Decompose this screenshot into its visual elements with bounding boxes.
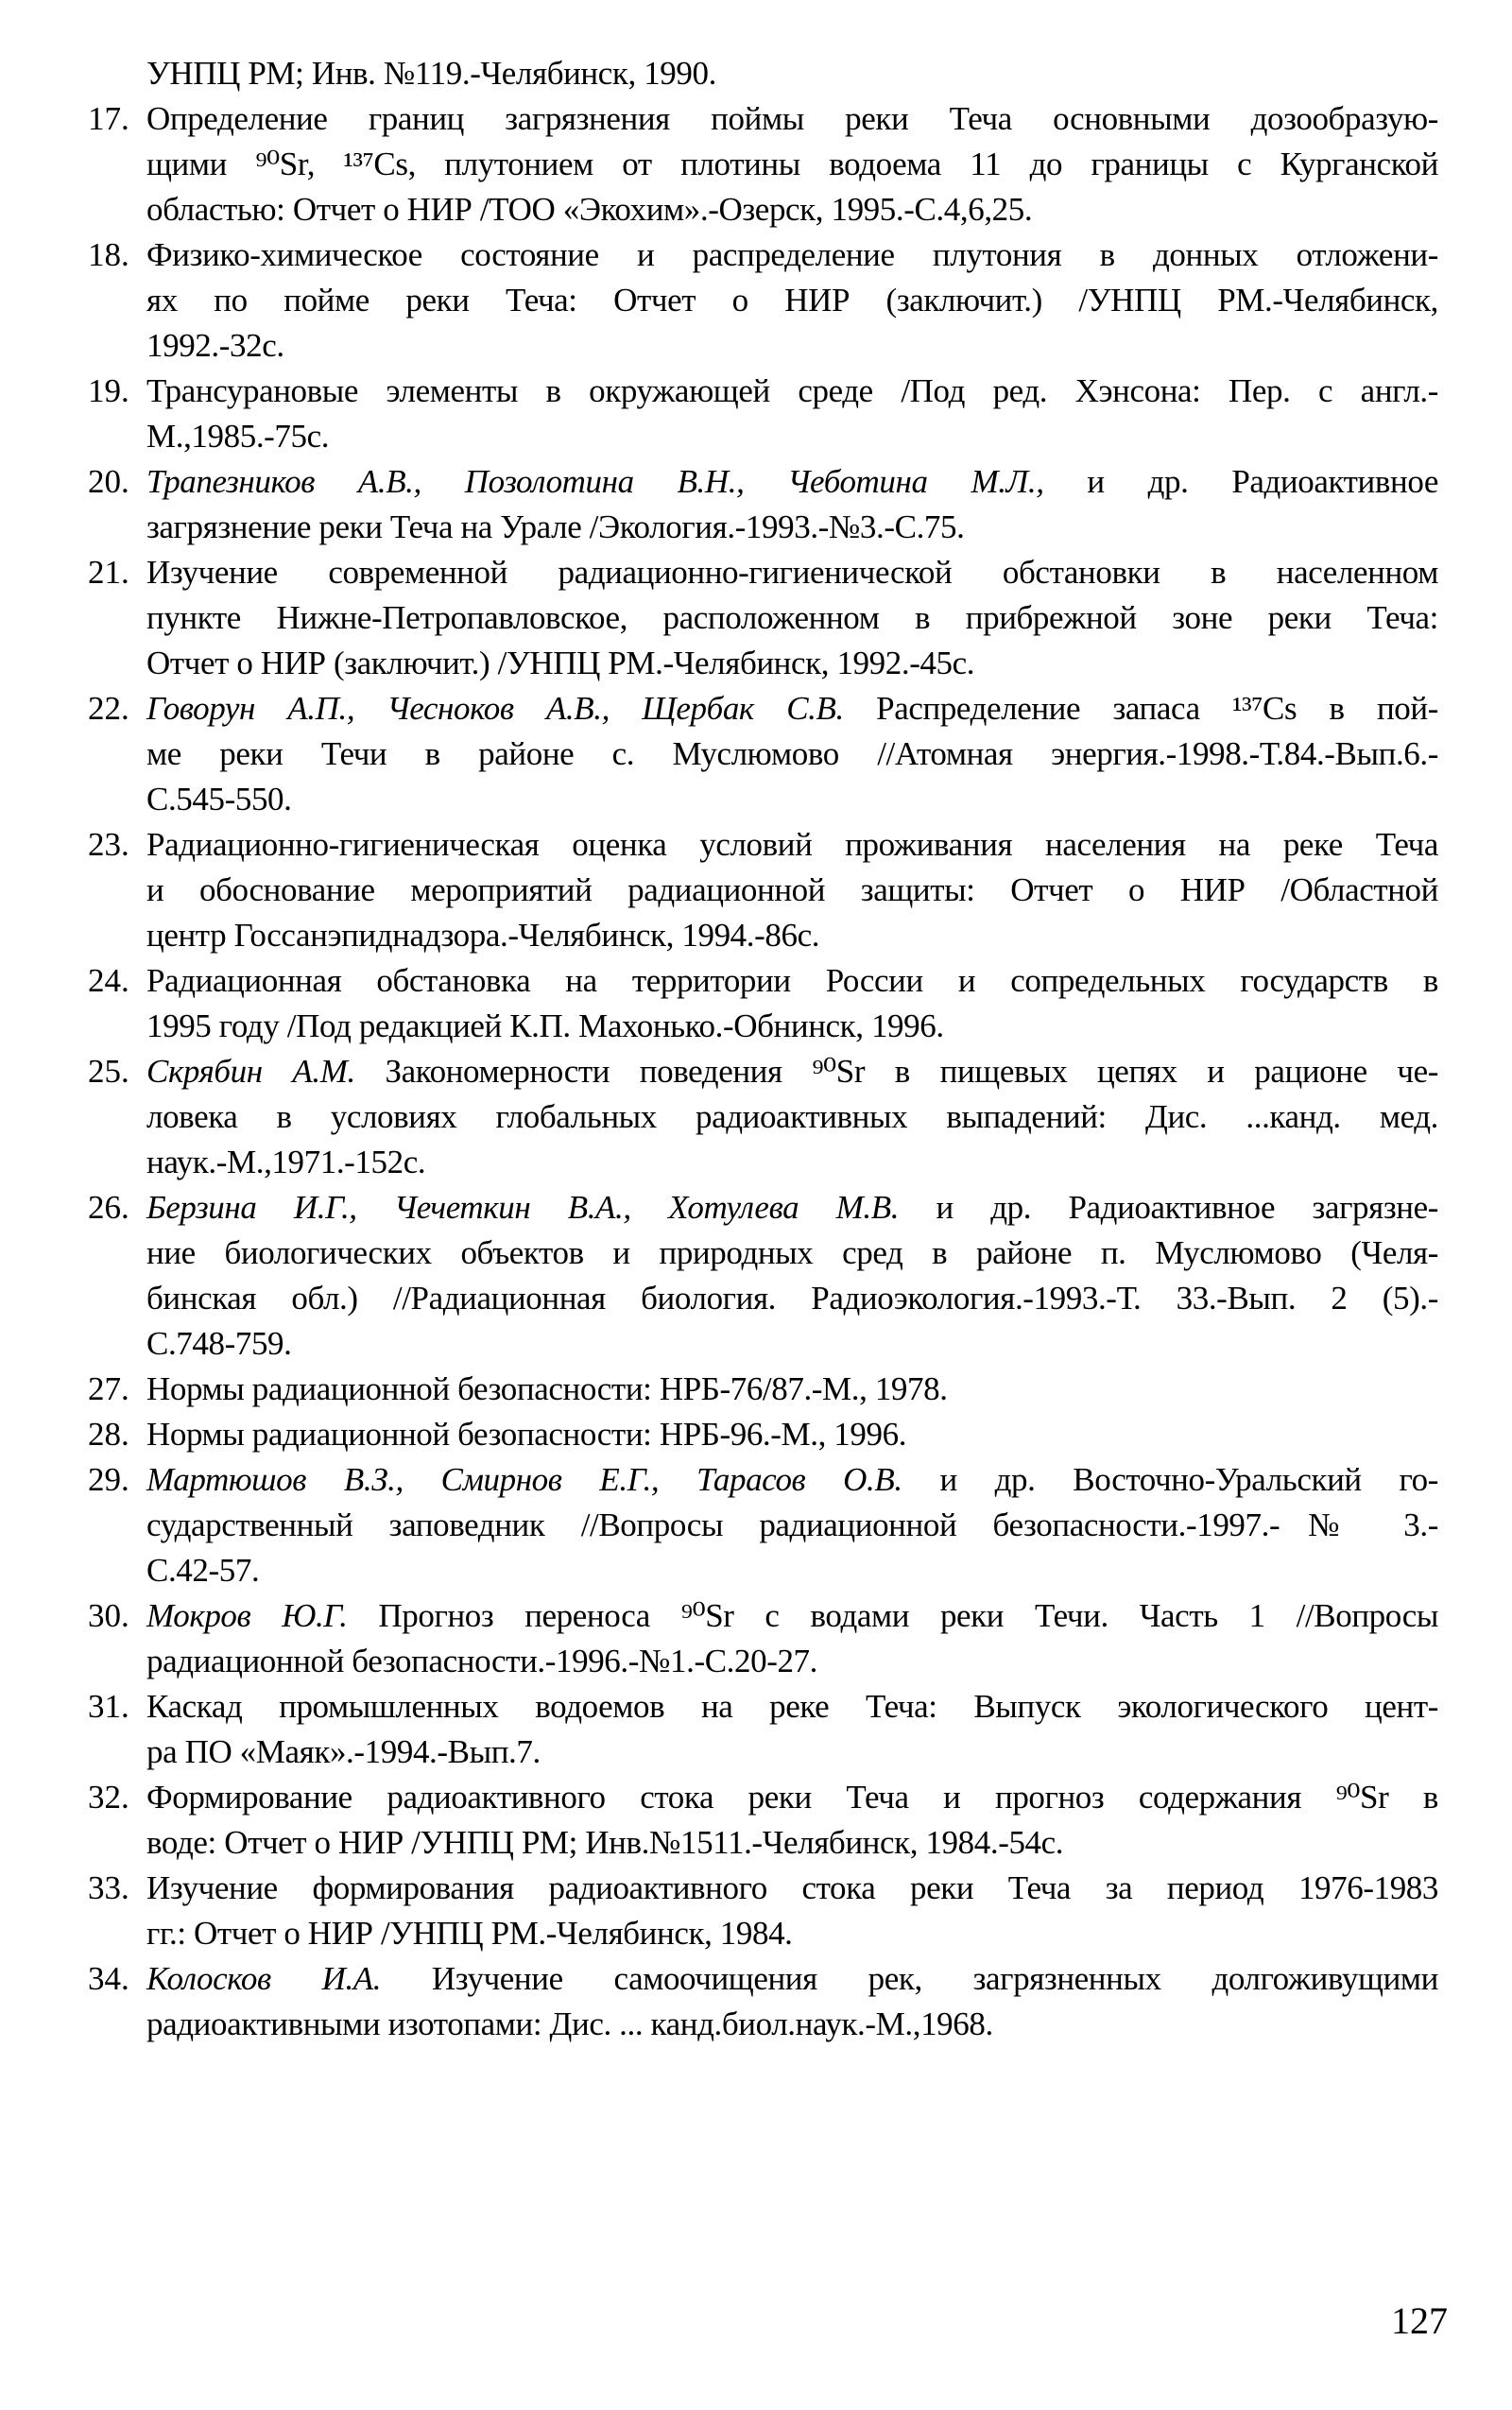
reference-line <box>146 1730 1438 1775</box>
reference-text: ние биологических объектов и природных сред в районе п. Муслюмово (Челя- <box>146 1234 1438 1271</box>
reference-text: ловека в условиях глобальных радиоактивных выпадений: Дис. ...канд. мед. <box>146 1098 1438 1135</box>
reference-authors: Трапезников А.В., Позолотина В.Н., Чеботина М.Л., <box>146 463 1044 500</box>
reference-item <box>88 822 1438 958</box>
reference-item <box>88 96 1438 232</box>
reference-number: 22. <box>88 690 129 727</box>
reference-text: сударственный заповедник //Вопросы радиационной безопасности.-1997.-№ 3.- <box>146 1506 1438 1543</box>
reference-text: ме реки Течи в районе с. Муслюмово //Атомная энергия.-1998.-Т.84.-Вып.6.- <box>146 735 1438 772</box>
reference-text: С.545-550. <box>146 781 292 818</box>
reference-item <box>88 1593 1438 1684</box>
reference-body <box>146 232 1438 369</box>
reference-item <box>88 1049 1438 1185</box>
reference-item <box>88 958 1438 1049</box>
reference-line <box>146 2002 1438 2047</box>
reference-number: 18. <box>88 236 129 273</box>
reference-text: Радиационно-гигиеническая оценка условий проживания населения на реке Теча <box>146 826 1438 863</box>
reference-line <box>146 1548 1438 1593</box>
reference-line <box>146 142 1438 187</box>
reference-text: Определение границ загрязнения поймы реки Теча основными дозообразую- <box>146 100 1438 137</box>
reference-body <box>146 1775 1438 1866</box>
reference-number: 19. <box>88 372 129 409</box>
reference-text: Прогноз переноса ⁹⁰Sr с водами реки Течи. Часть 1 //Вопросы <box>347 1597 1438 1634</box>
reference-body <box>146 686 1438 822</box>
reference-number: 33. <box>88 1869 129 1906</box>
reference-authors: Колосков И.А. <box>146 1960 382 1997</box>
reference-body <box>146 1866 1438 1956</box>
reference-authors: Берзина И.Г., Чечеткин В.А., Хотулева М.В. <box>146 1189 900 1226</box>
reference-line <box>146 1094 1438 1140</box>
reference-line <box>146 278 1438 323</box>
reference-line <box>146 1231 1438 1276</box>
reference-text: 1992.-32с. <box>146 327 284 364</box>
reference-line <box>146 641 1438 686</box>
reference-line <box>146 1185 1438 1231</box>
reference-item <box>88 1412 1438 1457</box>
reference-text: С.748-759. <box>146 1325 292 1362</box>
reference-item <box>88 1775 1438 1866</box>
reference-item <box>88 1866 1438 1956</box>
reference-text: гг.: Отчет о НИР /УНПЦ РМ.-Челябинск, 1984. <box>146 1915 793 1952</box>
reference-line <box>146 232 1438 278</box>
reference-item <box>88 550 1438 686</box>
reference-line <box>146 414 1438 459</box>
reference-text: наук.-М.,1971.-152с. <box>146 1144 426 1180</box>
reference-number: 26. <box>88 1189 129 1226</box>
reference-line <box>146 323 1438 369</box>
reference-number: 20. <box>88 463 129 500</box>
reference-body <box>146 1049 1438 1185</box>
reference-line <box>146 686 1438 732</box>
reference-text: Изучение современной радиационно-гигиенической обстановки в населенном <box>146 554 1438 591</box>
reference-body <box>146 1185 1438 1367</box>
reference-line <box>146 1956 1438 2002</box>
reference-line <box>146 96 1438 142</box>
reference-line <box>146 1639 1438 1684</box>
reference-text: 1995 году /Под редакцией К.П. Махонько.-Обнинск, 1996. <box>146 1007 944 1044</box>
reference-text: щими ⁹⁰Sr, ¹³⁷Cs, плутонием от плотины водоема 11 до границы с Курганской <box>146 146 1438 182</box>
reference-item <box>88 1185 1438 1367</box>
reference-body <box>146 1457 1438 1593</box>
reference-body <box>146 1412 1438 1457</box>
reference-number: 27. <box>88 1370 129 1407</box>
reference-text: бинская обл.) //Радиационная биология. Радиоэкология.-1993.-Т. 33.-Вып. 2 (5).- <box>146 1280 1438 1317</box>
reference-text: воде: Отчет о НИР /УНПЦ РМ; Инв.№1511.-Челябинск, 1984.-54с. <box>146 1824 1064 1861</box>
reference-line <box>146 913 1438 958</box>
reference-body <box>146 958 1438 1049</box>
reference-text: Нормы радиационной безопасности: НРБ-96.-М., 1996. <box>146 1416 907 1453</box>
reference-line <box>146 732 1438 777</box>
reference-authors: Говорун А.П., Чесноков А.В., Щербак С.В. <box>146 690 844 727</box>
reference-text: Отчет о НИР (заключит.) /УНПЦ РМ.-Челябинск, 1992.-45с. <box>146 645 975 681</box>
reference-text: радиационной безопасности.-1996.-№1.-С.20-27. <box>146 1643 818 1679</box>
reference-number: 17. <box>88 100 129 137</box>
reference-body <box>146 96 1438 232</box>
reference-body <box>146 1367 1438 1412</box>
reference-line <box>146 550 1438 595</box>
reference-line <box>146 1866 1438 1911</box>
reference-line <box>146 505 1438 550</box>
reference-text: Радиационная обстановка на территории России и сопредельных государств в <box>146 962 1438 999</box>
reference-number: 32. <box>88 1779 129 1816</box>
reference-line <box>146 1820 1438 1866</box>
reference-number: 25. <box>88 1053 129 1090</box>
reference-body <box>146 459 1438 550</box>
reference-body <box>146 1684 1438 1775</box>
reference-item <box>88 1956 1438 2047</box>
reference-line <box>146 1321 1438 1367</box>
reference-line <box>146 187 1438 232</box>
reference-text: Трансурановые элементы в окружающей среде /Под ред. Хэнсона: Пер. с англ.- <box>146 372 1438 409</box>
reference-text: Изучение формирования радиоактивного стока реки Теча за период 1976-1983 <box>146 1869 1438 1906</box>
reference-line <box>146 1004 1438 1049</box>
reference-list <box>88 51 1438 2047</box>
reference-authors: Мартюшов В.З., Смирнов Е.Г., Тарасов О.В. <box>146 1461 902 1498</box>
reference-line <box>146 1276 1438 1321</box>
reference-number: 21. <box>88 554 129 591</box>
reference-text: загрязнение реки Теча на Урале /Экология.-1993.-№3.-С.75. <box>146 508 965 545</box>
reference-item <box>88 232 1438 369</box>
reference-item <box>88 369 1438 459</box>
reference-line <box>146 1775 1438 1820</box>
reference-body <box>146 1593 1438 1684</box>
reference-line <box>146 822 1438 868</box>
reference-number: 29. <box>88 1461 129 1498</box>
reference-line <box>146 1593 1438 1639</box>
reference-text: Закономерности поведения ⁹⁰Sr в пищевых цепях и рационе че- <box>354 1053 1438 1090</box>
reference-text: и др. Радиоактивное загрязне- <box>899 1189 1438 1226</box>
reference-text: областью: Отчет о НИР /ТОО «Экохим».-Озерск, 1995.-С.4,6,25. <box>146 191 1033 228</box>
reference-text: и др. Восточно-Уральский го- <box>902 1461 1438 1498</box>
reference-line <box>146 958 1438 1004</box>
reference-text: ях по пойме реки Теча: Отчет о НИР (заключит.) /УНПЦ РМ.-Челябинск, <box>146 282 1438 318</box>
reference-text: Формирование радиоактивного стока реки Теча и прогноз содержания ⁹⁰Sr в <box>146 1779 1438 1816</box>
reference-body <box>146 822 1438 958</box>
reference-number: 23. <box>88 826 129 863</box>
reference-text: и др. Радиоактивное <box>1043 463 1438 500</box>
reference-number: 31. <box>88 1688 129 1725</box>
reference-authors: Скрябин А.М. <box>146 1053 355 1090</box>
reference-text: УНПЦ РМ; Инв. №119.-Челябинск, 1990. <box>146 55 716 92</box>
reference-line <box>146 51 1438 96</box>
reference-line <box>146 1412 1438 1457</box>
reference-line <box>146 1911 1438 1956</box>
reference-text: Физико-химическое состояние и распределение плутония в донных отложени- <box>146 236 1438 273</box>
reference-line <box>146 1684 1438 1730</box>
reference-line <box>146 1367 1438 1412</box>
reference-line <box>146 459 1438 505</box>
reference-item <box>88 459 1438 550</box>
reference-line <box>146 595 1438 641</box>
reference-text: радиоактивными изотопами: Дис. ... канд.биол.наук.-М.,1968. <box>146 2005 993 2042</box>
reference-item <box>88 51 1438 96</box>
reference-number: 34. <box>88 1960 129 1997</box>
reference-body <box>146 51 1438 96</box>
reference-text: М.,1985.-75с. <box>146 418 330 455</box>
reference-text: С.42-57. <box>146 1552 260 1589</box>
reference-number: 30. <box>88 1597 129 1634</box>
reference-line <box>146 369 1438 414</box>
reference-item <box>88 1684 1438 1775</box>
reference-line <box>146 1457 1438 1503</box>
reference-body <box>146 550 1438 686</box>
reference-text: и обоснование мероприятий радиационной защиты: Отчет о НИР /Областной <box>146 871 1438 908</box>
reference-text: Нормы радиационной безопасности: НРБ-76/87.-М., 1978. <box>146 1370 948 1407</box>
reference-body <box>146 1956 1438 2047</box>
reference-text: ра ПО «Маяк».-1994.-Вып.7. <box>146 1733 541 1770</box>
reference-line <box>146 1503 1438 1548</box>
reference-text: Каскад промышленных водоемов на реке Теча: Выпуск экологического цент- <box>146 1688 1438 1725</box>
reference-number: 28. <box>88 1416 129 1453</box>
reference-item <box>88 1367 1438 1412</box>
reference-text: Изучение самоочищения рек, загрязненных долгоживущими <box>381 1960 1438 1997</box>
reference-item <box>88 1457 1438 1593</box>
reference-body <box>146 369 1438 459</box>
reference-line <box>146 1049 1438 1094</box>
reference-number: 24. <box>88 962 129 999</box>
reference-line <box>146 868 1438 913</box>
reference-text: пункте Нижне-Петропавловское, расположенном в прибрежной зоне реки Теча: <box>146 599 1438 636</box>
reference-line <box>146 1140 1438 1185</box>
reference-text: Распределение запаса ¹³⁷Cs в пой- <box>843 690 1438 727</box>
reference-line <box>146 777 1438 822</box>
page-number: 127 <box>1391 2299 1448 2342</box>
reference-authors: Мокров Ю.Г. <box>146 1597 348 1634</box>
reference-item <box>88 686 1438 822</box>
reference-text: центр Госсанэпиднадзора.-Челябинск, 1994.-86с. <box>146 917 820 954</box>
